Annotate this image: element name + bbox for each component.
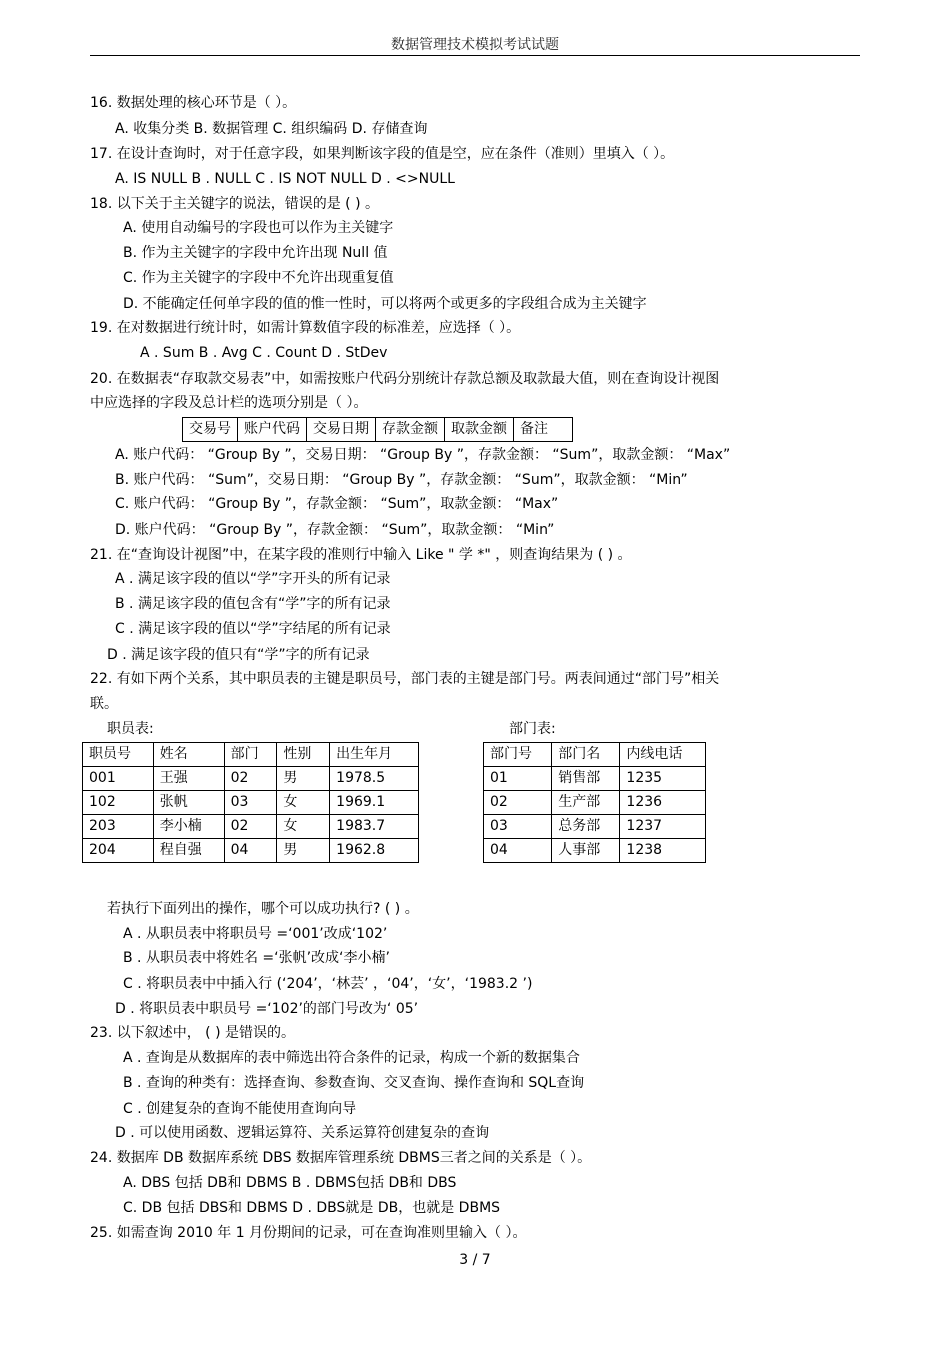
- q21-option-b: B . 满足该字段的值包含有“学”字的所有记录: [115, 596, 391, 612]
- table-cell: 1237: [620, 815, 706, 839]
- q23-stem: 23. 以下叙述中， ( ) 是错误的。: [90, 1025, 295, 1041]
- table-cell: 部门: [224, 743, 277, 767]
- q20-option-d: D. 账户代码： “Group By ”，存款金额： “Sum”，取款金额： “Min”: [115, 522, 555, 538]
- q21-option-d: D . 满足该字段的值只有“学”字的所有记录: [107, 647, 370, 663]
- staff-table-label: 职员表:: [107, 721, 154, 737]
- q20-option-c: C. 账户代码： “Group By ”，存款金额： “Sum”，取款金额： “Max”: [115, 496, 559, 512]
- table-cell: 内线电话: [620, 743, 706, 767]
- q22-question: 若执行下面列出的操作，哪个可以成功执行? ( ) 。: [107, 901, 419, 917]
- table-cell: 销售部: [552, 767, 620, 791]
- q22-option-c: C . 将职员表中中插入行 (‘204’，‘林芸’ ，‘04’，‘女’，‘1983.2 ’): [123, 976, 533, 992]
- q21-option-a: A . 满足该字段的值以“学”字开头的所有记录: [115, 571, 391, 587]
- table-cell: 生产部: [552, 791, 620, 815]
- table-cell: 02: [484, 791, 552, 815]
- table-row: [83, 743, 419, 767]
- table-cell: 出生年月: [330, 743, 419, 767]
- q25-stem: 25. 如需查询 2010 年 1 月份期间的记录，可在查询准则里输入（ ）。: [90, 1225, 527, 1241]
- table-cell: 02: [224, 815, 277, 839]
- table-row: [83, 839, 419, 863]
- table-cell: 男: [277, 767, 330, 791]
- table-row: [484, 743, 706, 767]
- q21-option-c: C . 满足该字段的值以“学”字结尾的所有记录: [115, 621, 391, 637]
- q19-stem: 19. 在对数据进行统计时，如需计算数值字段的标准差，应选择（ ）。: [90, 320, 521, 336]
- q22-stem-line1: 22. 有如下两个关系，其中职员表的主键是职员号，部门表的主键是部门号。两表间通过“部门号”相关: [90, 671, 720, 687]
- header-divider: [90, 55, 860, 56]
- table-cell: 1978.5: [330, 767, 419, 791]
- table-cell: 张帆: [153, 791, 224, 815]
- table-cell: 李小楠: [153, 815, 224, 839]
- table-cell: 部门名: [552, 743, 620, 767]
- q20-option-a: A. 账户代码： “Group By ”，交易日期： “Group By ”，存款金额： “Sum”，取款金额： “Max”: [115, 447, 731, 463]
- table-row: [484, 791, 706, 815]
- q20-fields-table: [182, 417, 573, 442]
- table-cell: 备注: [514, 418, 573, 442]
- table-cell: 部门号: [484, 743, 552, 767]
- table-cell: 性别: [277, 743, 330, 767]
- q23-option-d: D . 可以使用函数、逻辑运算符、关系运算符创建复杂的查询: [115, 1125, 490, 1141]
- table-cell: 职员号: [83, 743, 154, 767]
- q24-options-cd: C. DB 包括 DBS和 DBMS D . DBS就是 DB，也就是 DBMS: [123, 1200, 501, 1216]
- table-row: [484, 815, 706, 839]
- table-cell: 203: [83, 815, 154, 839]
- table-cell: 04: [484, 839, 552, 863]
- staff-table: [82, 742, 419, 863]
- table-cell: 1236: [620, 791, 706, 815]
- q16-stem: 16. 数据处理的核心环节是（ ）。: [90, 95, 297, 111]
- q18-option-b: B. 作为主关键字的字段中允许出现 Null 值: [123, 245, 388, 261]
- table-cell: 04: [224, 839, 277, 863]
- q22-stem-line2: 联。: [90, 696, 118, 712]
- q18-option-d: D. 不能确定任何单字段的值的惟一性时，可以将两个或更多的字段组合成为主关键字: [123, 296, 647, 312]
- q20-stem-line1: 20. 在数据表“存取款交易表”中，如需按账户代码分别统计存款总额及取款最大值，则在查询设计视图: [90, 371, 720, 387]
- q24-stem: 24. 数据库 DB 数据库系统 DBS 数据库管理系统 DBMS三者之间的关系是（ ）。: [90, 1150, 592, 1166]
- table-cell: 交易日期: [307, 418, 376, 442]
- table-cell: 王强: [153, 767, 224, 791]
- q16-options: A. 收集分类 B. 数据管理 C. 组织编码 D. 存储查询: [115, 121, 428, 137]
- q20-stem-line2: 中应选择的字段及总计栏的选项分别是（ ）。: [90, 395, 368, 411]
- table-cell: 人事部: [552, 839, 620, 863]
- q21-stem: 21. 在“查询设计视图”中，在某字段的准则行中输入 Like " 学 *" ，则查询结果为 ( ) 。: [90, 547, 632, 563]
- page-number: 3 / 7: [459, 1252, 491, 1268]
- table-cell: 男: [277, 839, 330, 863]
- table-cell: 程自强: [153, 839, 224, 863]
- table-cell: 01: [484, 767, 552, 791]
- table-cell: 女: [277, 815, 330, 839]
- q23-option-c: C . 创建复杂的查询不能使用查询向导: [123, 1101, 357, 1117]
- table-cell: 1235: [620, 767, 706, 791]
- table-cell: 001: [83, 767, 154, 791]
- table-cell: 1962.8: [330, 839, 419, 863]
- table-cell: 1238: [620, 839, 706, 863]
- table-cell: 存款金额: [376, 418, 445, 442]
- q23-option-a: A . 查询是从数据库的表中筛选出符合条件的记录，构成一个新的数据集合: [123, 1050, 580, 1066]
- dept-table-label: 部门表:: [509, 721, 556, 737]
- q17-stem: 17. 在设计查询时，对于任意字段，如果判断该字段的值是空，应在条件（准则）里填入（ ）。: [90, 146, 675, 162]
- page-header-title: 数据管理技术模拟考试试题: [391, 37, 559, 53]
- table-row: [83, 767, 419, 791]
- table-cell: 姓名: [153, 743, 224, 767]
- table-cell: 204: [83, 839, 154, 863]
- table-row: [484, 767, 706, 791]
- dept-table: [483, 742, 706, 863]
- table-cell: 女: [277, 791, 330, 815]
- q23-option-b: B . 查询的种类有：选择查询、参数查询、交叉查询、操作查询和 SQL查询: [123, 1075, 585, 1091]
- table-cell: 03: [484, 815, 552, 839]
- table-cell: 账户代码: [238, 418, 307, 442]
- q18-option-c: C. 作为主关键字的字段中不允许出现重复值: [123, 270, 394, 286]
- table-cell: 交易号: [183, 418, 238, 442]
- table-cell: 1969.1: [330, 791, 419, 815]
- table-cell: 1983.7: [330, 815, 419, 839]
- q20-option-b: B. 账户代码： “Sum”，交易日期： “Group By ”，存款金额： “Sum”，取款金额： “Min”: [115, 472, 688, 488]
- q22-option-b: B . 从职员表中将姓名 =‘张帆’改成‘李小楠’: [123, 950, 390, 966]
- q22-option-a: A . 从职员表中将职员号 =‘001’改成‘102’: [123, 926, 388, 942]
- table-row: [83, 815, 419, 839]
- table-row: [484, 839, 706, 863]
- table-cell: 03: [224, 791, 277, 815]
- q24-options-ab: A. DBS 包括 DB和 DBMS B . DBMS包括 DB和 DBS: [123, 1175, 457, 1191]
- q18-stem: 18. 以下关于主关键字的说法，错误的是 ( ) 。: [90, 196, 379, 212]
- q18-option-a: A. 使用自动编号的字段也可以作为主关键字: [123, 220, 394, 236]
- q17-options: A. IS NULL B . NULL C . IS NOT NULL D . <>NULL: [115, 171, 455, 187]
- q22-option-d: D . 将职员表中职员号 =‘102’的部门号改为‘ 05’: [115, 1001, 419, 1017]
- table-row: [83, 791, 419, 815]
- q19-options: A . Sum B . Avg C . Count D . StDev: [140, 345, 388, 361]
- table-cell: 取款金额: [445, 418, 514, 442]
- table-cell: 总务部: [552, 815, 620, 839]
- table-cell: 02: [224, 767, 277, 791]
- table-cell: 102: [83, 791, 154, 815]
